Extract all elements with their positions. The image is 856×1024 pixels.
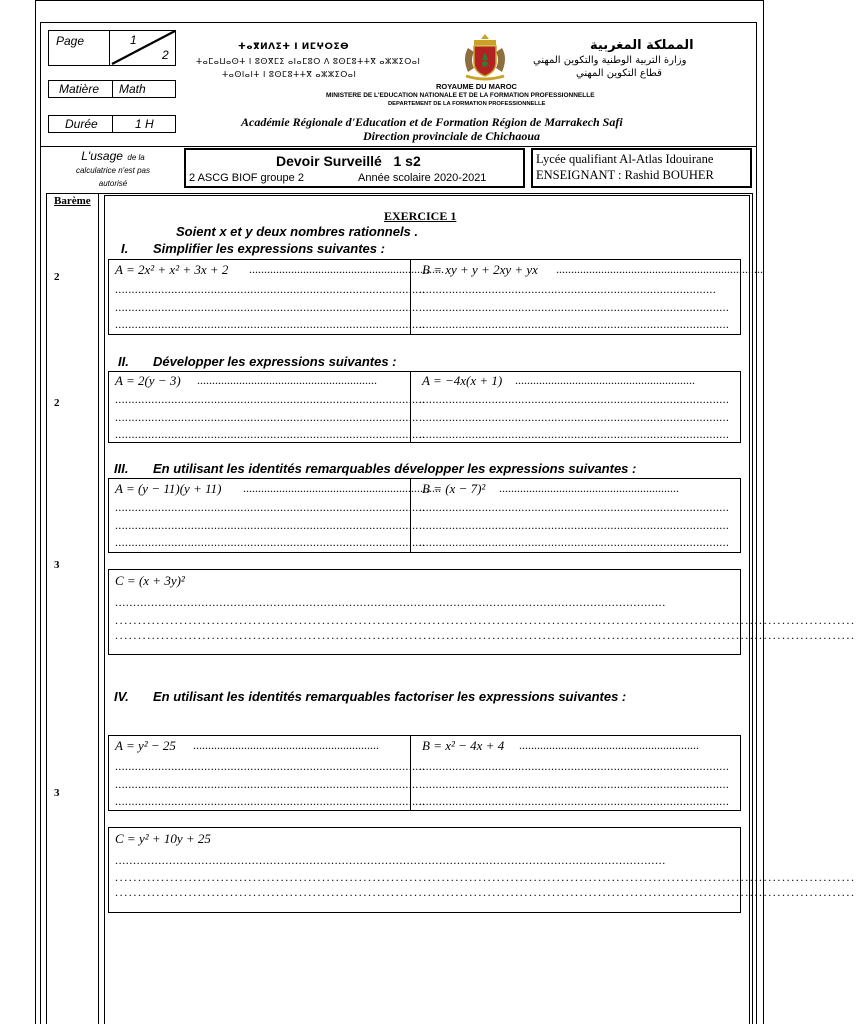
section-1-dots-a1: ..............................................................................................	[115, 282, 426, 296]
exam-title: Devoir Surveillé 1 s2	[276, 153, 421, 169]
direction-label: Direction provinciale de Chichaoua	[363, 129, 540, 143]
section-3-dots-a2: ............................................................................................	[115, 518, 419, 532]
section-1-dots-a0: .................................................................	[249, 262, 444, 276]
section-1-dots-a3: ..............................................................................................	[115, 317, 426, 331]
subject-box	[48, 80, 176, 98]
section-3-dots-c1: .........................................................................................................................................................	[115, 595, 666, 609]
section-3-dots-c3: .................................................................................................................................................................	[115, 628, 856, 642]
department-label: DEPARTEMENT DE LA FORMATION PROFESSIONNELLE	[388, 101, 546, 107]
bareme-point-3: 3	[54, 559, 60, 571]
school-year: Année scolaire 2020-2021	[358, 172, 487, 184]
class-info: 2 ASCG BIOF groupe 2	[189, 172, 304, 184]
page-label: Page	[56, 34, 85, 48]
section-3-number: III.	[114, 461, 129, 476]
section-4-expr-a: A = y² − 25	[115, 738, 176, 753]
tifinagh-line-1: ⵜⴰⴳⵍⴷⵉⵜ ⵏ ⵍⵎⵖⵔⵉⴱ	[238, 42, 350, 52]
section-4-dots-c1: .........................................................................................................................................................	[115, 853, 666, 867]
section-4-expr-c: C = y² + 10y + 25	[115, 831, 211, 846]
section-4-answer-box	[108, 735, 741, 811]
section-3-dots-c2: .................................................................................................................................................................	[115, 613, 856, 627]
section-1-dots-b0: .....................................................................	[556, 262, 763, 276]
subject-value: Math	[119, 82, 146, 96]
section-4-dots-c3: .................................................................................................................................................................	[115, 885, 856, 899]
bareme-label: Barème	[54, 195, 91, 207]
section-1-title: Simplifier les expressions suivantes :	[153, 241, 385, 256]
duration-box	[48, 115, 176, 133]
section-3-expr-b: B = (x − 7)²	[422, 481, 486, 496]
moroccan-emblem-icon	[460, 30, 510, 82]
page-number: 1	[130, 33, 137, 47]
section-2-title: Développer les expressions suivantes :	[153, 354, 397, 369]
bareme-point-2: 2	[54, 397, 60, 409]
duration-value: 1 H	[135, 117, 154, 131]
kingdom-label: ROYAUME DU MAROC	[436, 82, 517, 91]
section-4-dots-a3: ..............................................................................................	[115, 794, 426, 808]
section-2-dots-a1: ..............................................................................................	[115, 392, 426, 406]
section-2-number: II.	[118, 354, 129, 369]
bareme-point-4: 3	[54, 787, 60, 799]
header-bottom-rule	[40, 146, 757, 147]
section-4-dots-b2: ..............................................................................................	[419, 777, 730, 791]
school-name: Lycée qualifiant Al-Atlas Idouirane	[536, 152, 714, 166]
section-3-title: En utilisant les identités remarquables développer les expressions suivantes :	[153, 461, 637, 476]
section-2-expr-b: A = −4x(x + 1)	[422, 373, 503, 388]
section-3-dots-b2: ..............................................................................................	[419, 518, 730, 532]
arabic-line-2: وزارة التربية الوطنية والتكوين المهني	[533, 55, 687, 66]
section-4-dots-a2: ............................................................................................	[115, 777, 419, 791]
arabic-line-1: المملكة المغربية	[590, 38, 694, 53]
page-number-cell	[109, 30, 177, 66]
section-4-dots-a0: ..............................................................	[193, 738, 379, 752]
page-box	[48, 30, 176, 66]
section-1-number: I.	[121, 241, 129, 256]
calculator-note-small-1: de la	[127, 153, 145, 162]
section-2-dots-a2: ............................................................................................	[115, 410, 419, 424]
section-1-answer-box	[108, 259, 763, 335]
duration-label: Durée	[65, 117, 98, 131]
section-3-dots-b0: ............................................................	[499, 481, 679, 495]
exam-title-box	[184, 148, 525, 188]
subject-label: Matière	[59, 82, 100, 96]
section-3-answer-box	[108, 478, 741, 553]
section-3-expr-a: A = (y − 11)(y + 11)	[115, 481, 222, 496]
exercise-intro: Soient x et y deux nombres rationnels .	[176, 224, 419, 239]
section-3-dots-a1: ..............................................................................................	[115, 500, 426, 514]
section-4-dots-b1: ..............................................................................................	[419, 759, 730, 773]
bareme-point-1: 2	[54, 271, 60, 283]
section-3-dots-b3: ..............................................................................................	[419, 535, 730, 549]
section-4-number: IV.	[114, 689, 129, 704]
calculator-note	[48, 150, 178, 189]
section-3-dots-a3: ..............................................................................................	[115, 535, 426, 549]
section-1-dots-a2: ............................................................................................	[115, 300, 419, 314]
arabic-line-3: قطاع التكوين المهني	[576, 68, 662, 79]
section-4-title: En utilisant les identités remarquables factoriser les expressions suivantes :	[153, 689, 627, 704]
section-4-dots-a1: ..............................................................................................	[115, 759, 426, 773]
section-4-dots-c2: .................................................................................................................................................................	[115, 870, 856, 884]
tifinagh-line-3: ⵜⴰⵙⵏⴰⵏⵜ ⵏ ⵓⵙⵎⵓⵜⵜⴳ ⴰⵣⵣⵉⵔⴰⵏ	[222, 70, 357, 79]
section-2-dots-b2: ..............................................................................................	[419, 410, 730, 424]
subject-divider	[112, 81, 113, 97]
calculator-note-small-3: autorisé	[98, 179, 128, 188]
section-1-expr-a: A = 2x² + x² + 3x + 2	[115, 262, 229, 277]
section-2-dots-b3: ..............................................................................................	[419, 427, 730, 441]
duration-divider	[112, 116, 113, 132]
teacher-name: ENSEIGNANT : Rashid BOUHER	[536, 168, 714, 182]
bareme-divider	[98, 193, 99, 1024]
section-2-dots-a0: ............................................................	[197, 373, 377, 387]
section-3-expr-c: C = (x + 3y)²	[115, 573, 185, 588]
section-3-dots-b1: ..............................................................................................	[419, 500, 730, 514]
section-3-dots-a0: ..................................................................	[243, 481, 441, 495]
page-total: 2	[162, 48, 169, 62]
section-1-expr-b: B = xy + y + 2xy + yx	[422, 262, 538, 277]
section-1-dots-b3: ..............................................................................................	[419, 317, 730, 331]
calculator-note-big: L'usage	[81, 149, 123, 163]
section-1-dots-b1: ..........................................................................................	[419, 282, 716, 296]
tifinagh-line-2: ⵜⴰⵎⴰⵡⴰⵙⵜ ⵏ ⵓⵙⴳⵎⵉ ⴰⵏⴰⵎⵓⵔ ⴷ ⵓⵙⵎⵓⵜⵜⴳ ⴰⵣⵣⵉⵔⴰⵏ	[196, 57, 421, 66]
section-1-dots-b2: ..............................................................................................	[419, 300, 730, 314]
section-2-answer-box	[108, 371, 741, 443]
school-box	[531, 148, 752, 188]
section-2-expr-a: A = 2(y − 3)	[115, 373, 181, 388]
exercise-title: EXERCICE 1	[384, 209, 457, 223]
section-4-extra-box	[108, 827, 856, 913]
section-2-dots-b0: ............................................................	[515, 373, 695, 387]
section-3-extra-box	[108, 569, 856, 655]
section-4-expr-b: B = x² − 4x + 4	[422, 738, 505, 753]
academy-label: Académie Régionale d'Education et de Formation Région de Marrakech Safi	[241, 115, 623, 129]
ministry-label: MINISTERE DE L'EDUCATION NATIONALE ET DE LA FORMATION PROFESSIONNELLE	[326, 92, 595, 99]
section-2-dots-b1: ..............................................................................................	[419, 392, 730, 406]
section-2-dots-a3: ..............................................................................................	[115, 427, 426, 441]
section-4-dots-b3: ..............................................................................................	[419, 794, 730, 808]
calculator-note-small-2: calculatrice n'est pas	[75, 166, 150, 175]
section-4-dots-b0: ............................................................	[519, 738, 699, 752]
